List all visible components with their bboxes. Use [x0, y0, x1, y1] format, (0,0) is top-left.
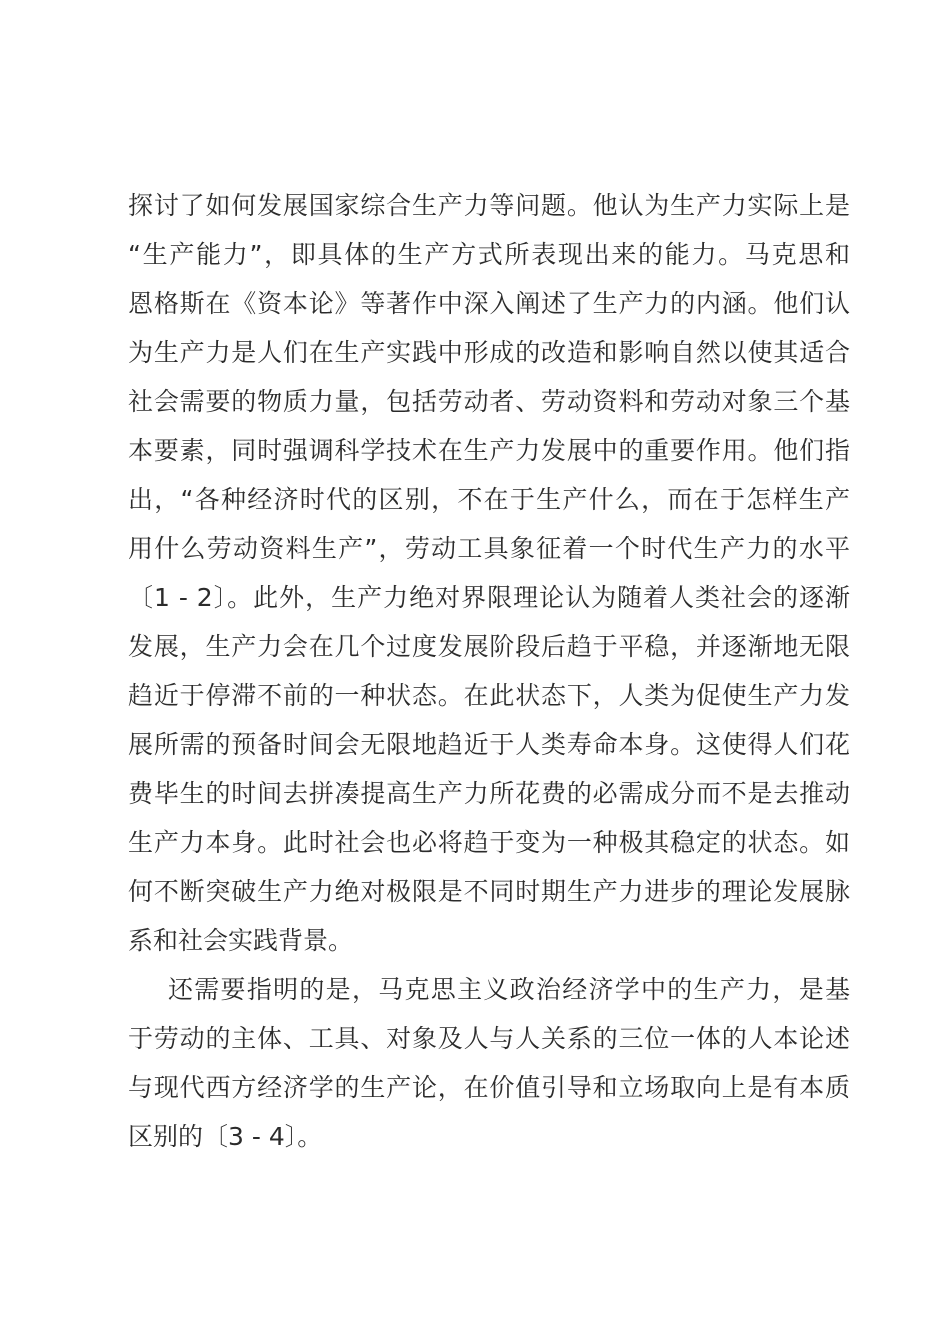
paragraph-2: [128, 965, 850, 1161]
text-line: “生产能力”，即具体的生产方式所表现出来的能力。马克思和: [128, 240, 850, 269]
text-line: 于劳动的主体、工具、对象及人与人关系的三位一体的人本论述: [128, 1024, 850, 1053]
text-line: 何不断突破生产力绝对极限是不同时期生产力进步的理论发展脉: [128, 877, 850, 906]
text-line: 区别的〔3 - 4〕。: [128, 1122, 323, 1151]
text-line: 生产力本身。此时社会也必将趋于变为一种极其稳定的状态。如: [128, 828, 850, 857]
text-line: 本要素，同时强调科学技术在生产力发展中的重要作用。他们指: [128, 436, 850, 465]
text-line: 还需要指明的是，马克思主义政治经济学中的生产力，是基: [168, 975, 850, 1004]
text-line: 发展，生产力会在几个过度发展阶段后趋于平稳，并逐渐地无限: [128, 632, 850, 661]
text-line: 〔1 - 2〕。此外，生产力绝对界限理论认为随着人类社会的逐渐: [128, 583, 850, 612]
text-line: 为生产力是人们在生产实践中形成的改造和影响自然以使其适合: [128, 338, 850, 367]
text-line: 探讨了如何发展国家综合生产力等问题。他认为生产力实际上是: [128, 191, 850, 220]
text-line: 社会需要的物质力量，包括劳动者、劳动资料和劳动对象三个基: [128, 387, 850, 416]
text-line: 用什么劳动资料生产”，劳动工具象征着一个时代生产力的水平: [128, 534, 850, 563]
text-line: 出，“各种经济时代的区别，不在于生产什么，而在于怎样生产: [128, 485, 850, 514]
text-line: 与现代西方经济学的生产论，在价值引导和立场取向上是有本质: [128, 1073, 850, 1102]
text-line: 系和社会实践背景。: [128, 926, 354, 955]
text-line: 恩格斯在《资本论》等著作中深入阐述了生产力的内涵。他们认: [128, 289, 850, 318]
text-line: 趋近于停滞不前的一种状态。在此状态下，人类为促使生产力发: [128, 681, 850, 710]
text-line: 展所需的预备时间会无限地趋近于人类寿命本身。这使得人们花: [128, 730, 850, 759]
paragraph-1: [128, 181, 850, 965]
text-line: 费毕生的时间去拼凑提高生产力所花费的必需成分而不是去推动: [128, 779, 850, 808]
